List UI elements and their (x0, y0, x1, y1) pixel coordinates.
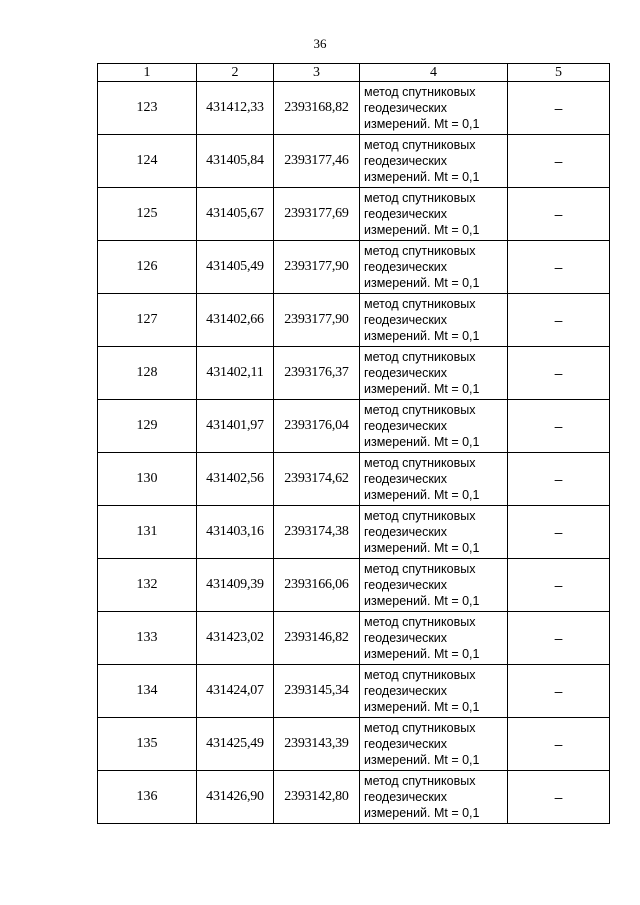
method-cell: метод спутниковых геодезических измерений. Mt = 0,1 (360, 400, 508, 453)
table-row (98, 612, 610, 665)
coordinates-table (97, 63, 610, 824)
y-coordinate-cell: 2393176,04 (274, 400, 360, 453)
x-coordinate-cell: 431405,84 (197, 135, 274, 188)
table-row (98, 718, 610, 771)
x-coordinate-cell: 431423,02 (197, 612, 274, 665)
point-number-cell: 127 (98, 294, 197, 347)
method-cell: метод спутниковых геодезических измерений. Mt = 0,1 (360, 241, 508, 294)
note-cell: – (508, 718, 610, 771)
x-coordinate-cell: 431402,56 (197, 453, 274, 506)
table-row (98, 665, 610, 718)
method-cell: метод спутниковых геодезических измерений. Mt = 0,1 (360, 559, 508, 612)
method-cell: метод спутниковых геодезических измерений. Mt = 0,1 (360, 82, 508, 135)
point-number-cell: 133 (98, 612, 197, 665)
table-row (98, 506, 610, 559)
method-cell: метод спутниковых геодезических измерений. Mt = 0,1 (360, 665, 508, 718)
x-coordinate-cell: 431402,11 (197, 347, 274, 400)
note-cell: – (508, 347, 610, 400)
point-number-cell: 136 (98, 771, 197, 824)
note-cell: – (508, 82, 610, 135)
x-coordinate-cell: 431424,07 (197, 665, 274, 718)
point-number-cell: 129 (98, 400, 197, 453)
page-number: 36 (313, 36, 327, 51)
point-number-cell: 134 (98, 665, 197, 718)
y-coordinate-cell: 2393174,62 (274, 453, 360, 506)
note-cell: – (508, 400, 610, 453)
y-coordinate-cell: 2393177,90 (274, 241, 360, 294)
y-coordinate-cell: 2393143,39 (274, 718, 360, 771)
method-cell: метод спутниковых геодезических измерений. Mt = 0,1 (360, 506, 508, 559)
y-coordinate-cell: 2393166,06 (274, 559, 360, 612)
x-coordinate-cell: 431425,49 (197, 718, 274, 771)
note-cell: – (508, 453, 610, 506)
y-coordinate-cell: 2393177,90 (274, 294, 360, 347)
method-cell: метод спутниковых геодезических измерений. Mt = 0,1 (360, 347, 508, 400)
note-cell: – (508, 559, 610, 612)
note-cell: – (508, 294, 610, 347)
method-cell: метод спутниковых геодезических измерений. Mt = 0,1 (360, 135, 508, 188)
method-cell: метод спутниковых геодезических измерений. Mt = 0,1 (360, 771, 508, 824)
point-number-cell: 123 (98, 82, 197, 135)
y-coordinate-cell: 2393145,34 (274, 665, 360, 718)
note-cell: – (508, 241, 610, 294)
x-coordinate-cell: 431405,67 (197, 188, 274, 241)
table-row (98, 135, 610, 188)
y-coordinate-cell: 2393174,38 (274, 506, 360, 559)
table-row (98, 241, 610, 294)
y-coordinate-cell: 2393168,82 (274, 82, 360, 135)
point-number-cell: 135 (98, 718, 197, 771)
note-cell: – (508, 506, 610, 559)
point-number-cell: 132 (98, 559, 197, 612)
table-row (98, 347, 610, 400)
x-coordinate-cell: 431412,33 (197, 82, 274, 135)
x-coordinate-cell: 431401,97 (197, 400, 274, 453)
method-cell: метод спутниковых геодезических измерений. Mt = 0,1 (360, 294, 508, 347)
table-row (98, 559, 610, 612)
point-number-cell: 130 (98, 453, 197, 506)
y-coordinate-cell: 2393142,80 (274, 771, 360, 824)
x-coordinate-cell: 431403,16 (197, 506, 274, 559)
header-col-1: 1 (98, 64, 197, 82)
note-cell: – (508, 771, 610, 824)
method-cell: метод спутниковых геодезических измерений. Mt = 0,1 (360, 453, 508, 506)
note-cell: – (508, 135, 610, 188)
table-row (98, 771, 610, 824)
method-cell: метод спутниковых геодезических измерений. Mt = 0,1 (360, 188, 508, 241)
y-coordinate-cell: 2393146,82 (274, 612, 360, 665)
note-cell: – (508, 612, 610, 665)
x-coordinate-cell: 431409,39 (197, 559, 274, 612)
point-number-cell: 126 (98, 241, 197, 294)
point-number-cell: 128 (98, 347, 197, 400)
note-cell: – (508, 188, 610, 241)
table-header-row (98, 64, 610, 82)
point-number-cell: 125 (98, 188, 197, 241)
note-cell: – (508, 665, 610, 718)
header-col-5: 5 (508, 64, 610, 82)
table-row (98, 294, 610, 347)
method-cell: метод спутниковых геодезических измерений. Mt = 0,1 (360, 718, 508, 771)
point-number-cell: 124 (98, 135, 197, 188)
header-col-4: 4 (360, 64, 508, 82)
method-cell: метод спутниковых геодезических измерений. Mt = 0,1 (360, 612, 508, 665)
table-row (98, 82, 610, 135)
table-body (98, 82, 610, 824)
x-coordinate-cell: 431402,66 (197, 294, 274, 347)
table-row (98, 400, 610, 453)
header-col-2: 2 (197, 64, 274, 82)
y-coordinate-cell: 2393177,46 (274, 135, 360, 188)
header-col-3: 3 (274, 64, 360, 82)
table-row (98, 188, 610, 241)
y-coordinate-cell: 2393176,37 (274, 347, 360, 400)
point-number-cell: 131 (98, 506, 197, 559)
x-coordinate-cell: 431405,49 (197, 241, 274, 294)
y-coordinate-cell: 2393177,69 (274, 188, 360, 241)
x-coordinate-cell: 431426,90 (197, 771, 274, 824)
table-row (98, 453, 610, 506)
